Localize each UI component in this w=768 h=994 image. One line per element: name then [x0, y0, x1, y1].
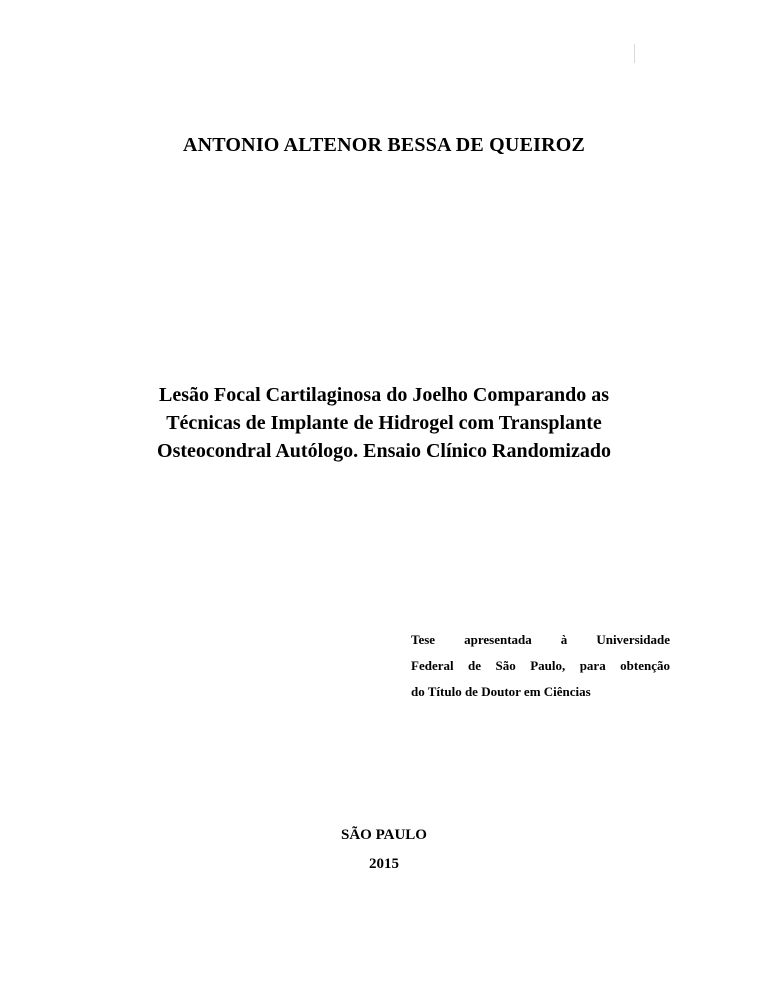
thesis-title	[0, 381, 768, 465]
page-edge-mark	[634, 44, 635, 63]
thesis-note-line-1: Tese apresentada à Universidade	[411, 632, 670, 647]
thesis-note-line-3: do Título de Doutor em Ciências	[411, 684, 591, 699]
publication-year: 2015	[369, 856, 399, 872]
thesis-title-line-3: Osteocondral Autólogo. Ensaio Clínico Randomizado	[157, 440, 611, 462]
thesis-title-line-1: Lesão Focal Cartilaginosa do Joelho Comparando as	[158, 384, 610, 406]
thesis-presentation-note	[411, 627, 670, 705]
thesis-note-line-2: Federal de São Paulo, para obtenção	[411, 658, 670, 673]
author-name: ANTONIO ALTENOR BESSA DE QUEIROZ	[182, 134, 586, 156]
city-name: SÃO PAULO	[341, 827, 427, 843]
thesis-title-line-2: Técnicas de Implante de Hidrogel com Transplante	[166, 412, 602, 434]
